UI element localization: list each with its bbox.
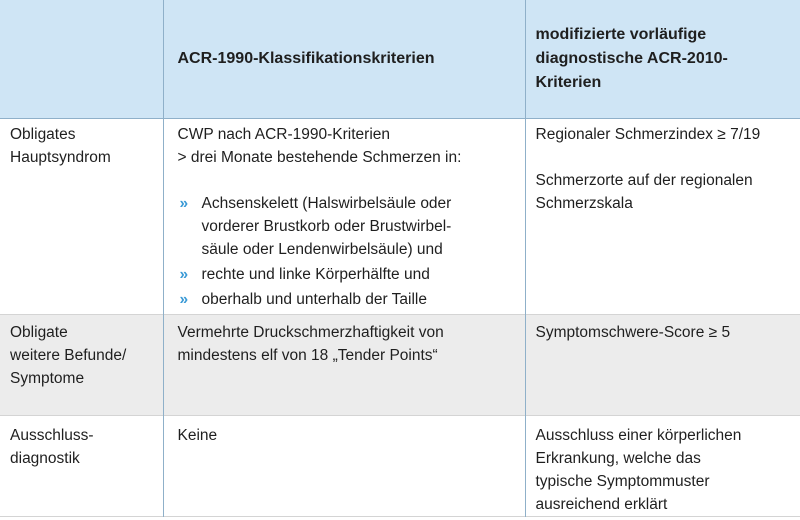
row-label-line: Obligate [10,323,68,341]
cell-line: Ausschluss einer körperlichen [535,426,742,444]
header-cell-empty [0,0,163,118]
acr-1990-cell [163,314,525,415]
cell-line: Vermehrte Druckschmerzhaftigkeit von [177,323,444,341]
header-line: diagnostische ACR-2010- [535,49,728,67]
bullet-marker-icon: » [179,265,189,283]
acr-1990-cell [163,415,525,516]
row-label-line: Hauptsyndrom [10,148,111,166]
bullet-line: oberhalb und unterhalb der Taille [201,290,427,308]
acr-1990-cell [163,118,525,314]
header-line: Kriterien [535,73,602,91]
bullet-line: rechte und linke Körperhälfte und [201,265,430,283]
cell-line: typische Symptommuster [535,472,710,490]
list-item [178,192,515,261]
cell-line: CWP nach ACR-1990-Kriterien [177,125,390,143]
cell-line: > drei Monate bestehende Schmerzen in: [177,148,462,166]
cell-line: ausreichend erklärt [535,495,668,513]
bullet-list [178,192,515,311]
row-label-line: diagnostik [10,449,80,467]
header-row [0,0,800,118]
list-item [178,263,515,286]
bullet-line: Achsenskelett (Halswirbelsäule oder [201,194,452,212]
row-label-line: Symptome [10,369,85,387]
row-label-cell [0,415,163,516]
header-acr-1990: ACR-1990-Klassifikationskriterien [163,0,525,118]
row-label-line: weitere Befunde/ [10,346,127,364]
acr-2010-cell [525,415,800,516]
table-row-weitere-befunde [0,314,800,415]
row-label-cell [0,118,163,314]
cell-line: Schmerzskala [535,194,633,212]
row-label-cell [0,314,163,415]
row-label-line: Obligates [10,125,76,143]
cell-line: Erkrankung, welche das [535,449,701,467]
table-row-ausschlussdiagnostik [0,415,800,516]
header-line: modifizierte vorläufige [535,25,707,43]
cell-line: Symptomschwere-Score ≥ 5 [535,323,731,341]
header-acr-2010 [525,0,800,118]
list-item [178,288,515,311]
cell-line: Schmerzorte auf der regionalen [535,171,753,189]
bullet-marker-icon: » [179,194,189,212]
row-label-line: Ausschluss- [10,426,94,444]
table-row-hauptsyndrom [0,118,800,314]
acr-2010-cell [525,118,800,314]
cell-line: Regionaler Schmerzindex ≥ 7/19 [535,125,761,143]
bullet-line: vorderer Brustkorb oder Brustwirbel- [201,217,452,235]
bullet-line: säule oder Lendenwirbelsäule) und [201,240,443,258]
cell-line: Keine [177,426,218,444]
cell-line: mindestens elf von 18 „Tender Points“ [177,346,438,364]
bullet-marker-icon: » [179,290,189,308]
acr-2010-cell [525,314,800,415]
